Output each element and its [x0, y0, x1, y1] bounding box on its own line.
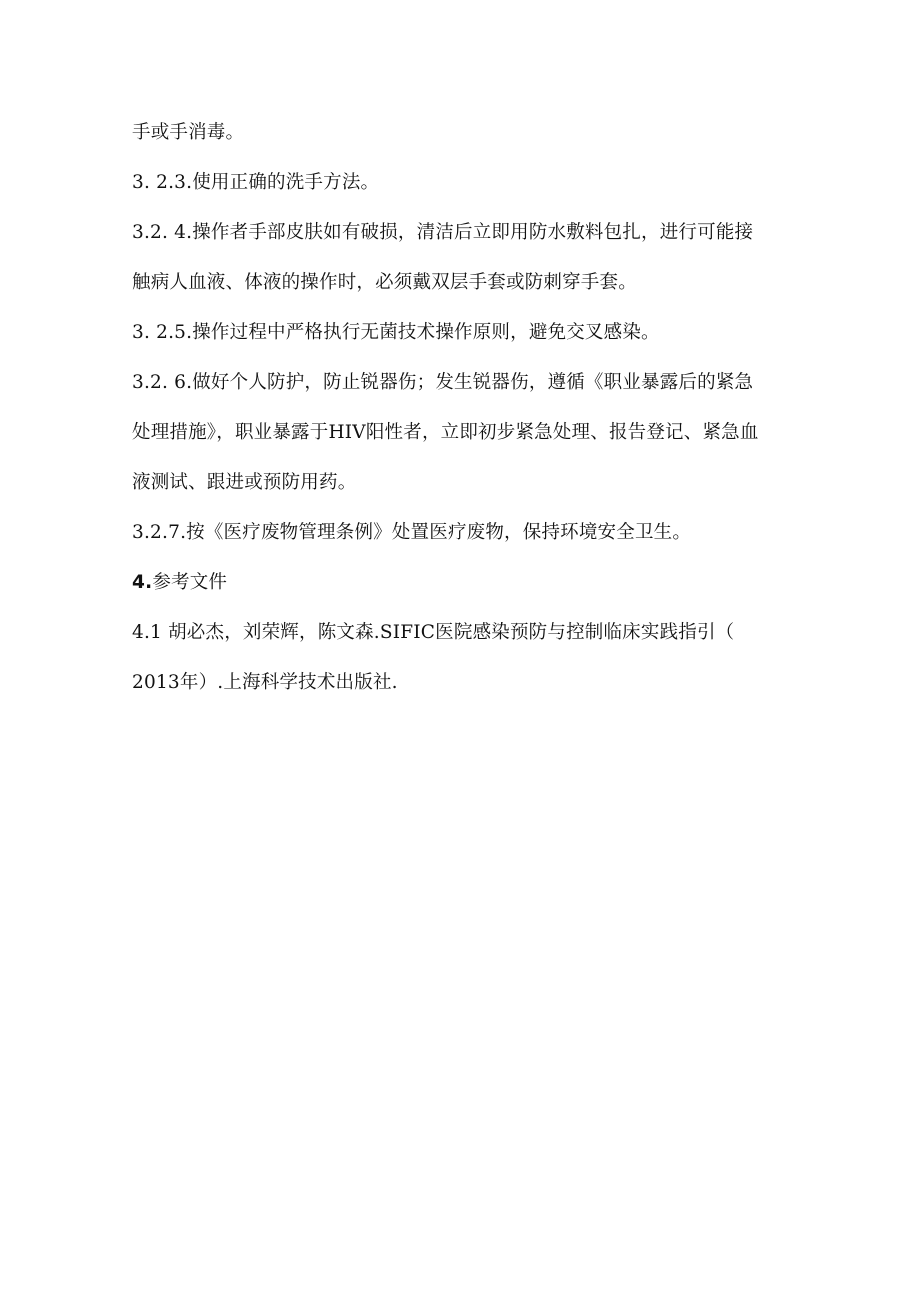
- text-line: 3. 2.3.使用正确的洗手方法。: [132, 172, 380, 193]
- section-title: 参考文件: [152, 572, 228, 593]
- text-line: 手或手消毒。: [132, 122, 245, 143]
- document-body: [132, 116, 812, 716]
- text-line: 处理措施》，职业暴露于HIV阳性者，立即初步紧急处理、报告登记、紧急血: [132, 422, 759, 443]
- text-line: 3. 2.5.操作过程中严格执行无菌技术操作原则，避免交叉感染。: [132, 322, 660, 343]
- section-number: 4.: [132, 572, 153, 593]
- text-line: 3.2. 4.操作者手部皮肤如有破损，清洁后立即用防水敷料包扎，进行可能接: [132, 222, 754, 243]
- text-line: 3.2. 6.做好个人防护，防止锐器伤；发生锐器伤，遵循《职业暴露后的紧急: [132, 372, 754, 393]
- text-line: 液测试、跟进或预防用药。: [132, 472, 357, 493]
- text-line: 3.2.7.按《医疗废物管理条例》处置医疗废物，保持环境安全卫生。: [132, 522, 692, 543]
- reference-line: 4.1 胡必杰，刘荣辉，陈文森.SIFIC医院感染预防与控制临床实践指引（: [132, 622, 735, 643]
- reference-line: 2013年）.上海科学技术出版社.: [132, 672, 398, 693]
- text-line: 触病人血液、体液的操作时，必须戴双层手套或防刺穿手套。: [132, 272, 637, 293]
- section-heading: [132, 566, 812, 600]
